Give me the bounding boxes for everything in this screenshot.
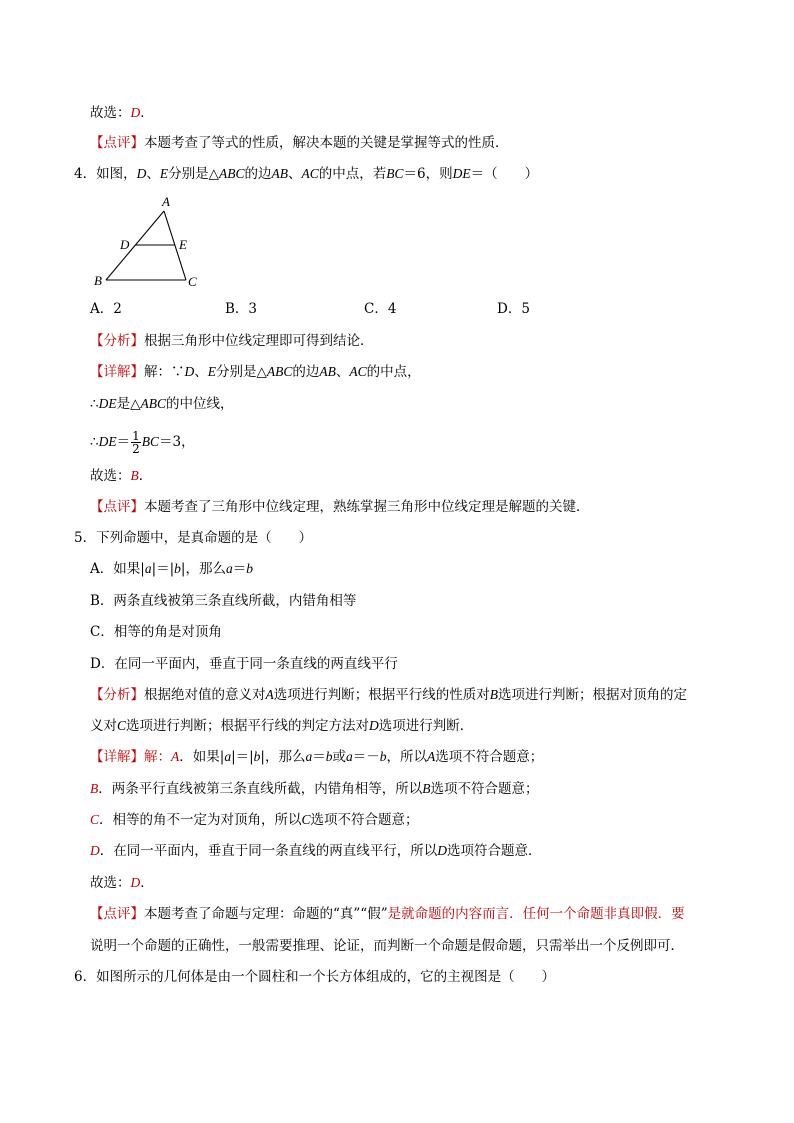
q5-option-b: B．两条直线被第三条直线所截，内错角相等 [90, 593, 357, 609]
q5-stem: 5．下列命题中，是真命题的是（ ） [74, 530, 313, 546]
q6-stem: 6．如图所示的几何体是由一个圆柱和一个长方体组成的，它的主视图是（ ） [74, 969, 556, 985]
q4-option-d: D．5 [497, 301, 530, 317]
fraction-one-half: $\frac{1}{2}$ [132, 429, 140, 456]
q4-step2: ∴DE是△ABC的中位线， [90, 396, 234, 412]
prev-answer-value: D [130, 105, 141, 120]
label-a: A [162, 194, 170, 209]
q4-option-b: B．3 [225, 301, 258, 317]
q4-stem: 4．如图，D、E分别是△ABC的边AB、AC的中点，若BC＝6，则DE＝（ ） [74, 166, 539, 182]
q5-option-a: A．如果|a|＝|b|，那么a＝b [90, 561, 253, 577]
q5-analysis-1: 【分析】根据绝对值的意义对A选项进行判断；根据平行线的性质对B选项进行判断；根据对顶角的定 [90, 687, 687, 703]
q4-option-c: C．4 [364, 301, 397, 317]
q5-answer-value: D [130, 875, 141, 890]
q5-option-d: D．在同一平面内，垂直于同一条直线的两直线平行 [90, 656, 398, 672]
detail-tag: 【详解】 [90, 364, 144, 380]
q5-answer: 故选：D． [90, 875, 154, 891]
q5-comment-2: 说明一个命题的正确性，一般需要推理、论证，而判断一个命题是假命题，只需举出一个反例即可． [90, 938, 684, 954]
q5-analysis-2: 义对C选项进行判断；根据平行线的判定方法对D选项进行判断． [90, 718, 474, 734]
q4-option-a: A．2 [90, 301, 122, 317]
analysis-tag: 【分析】 [90, 333, 144, 349]
label-c: C [188, 274, 197, 289]
q5-comment-1: 【点评】本题考查了命题与定理：命题的“真”“假”是就命题的内容而言．任何一个命题非真即假．要 [90, 906, 685, 922]
comment-tag: 【点评】 [90, 135, 144, 151]
label-e: E [179, 237, 187, 252]
q4-answer: 故选：B． [90, 468, 153, 484]
q4-detail: 【详解】解：∵D、E分别是△ABC的边AB、AC的中点， [90, 364, 421, 380]
q4-step3: ∴DE＝ $\frac{1}{2}$ BC＝3， [90, 429, 195, 456]
q5-detail-2: B．两条平行直线被第三条直线所截，内错角相等，所以B选项不符合题意； [90, 781, 539, 797]
question-number: 5． [74, 530, 97, 546]
triangle-figure [88, 193, 218, 293]
q5-option-c: C．相等的角是对顶角 [90, 624, 222, 640]
q4-analysis: 【分析】根据三角形中位线定理即可得到结论． [90, 333, 374, 349]
q5-detail-4: D．在同一平面内，垂直于同一条直线的两直线平行，所以D选项符合题意． [90, 843, 542, 859]
prev-answer-line: 故选：D． [90, 105, 154, 121]
label-b: B [94, 273, 102, 288]
prev-comment-line: 【点评】本题考查了等式的性质，解决本题的关键是掌握等式的性质． [90, 135, 509, 151]
q5-detail-1: 【详解】解：A．如果|a|＝|b|，那么a＝b或a＝－b，所以A选项不符合题意； [90, 749, 544, 765]
q4-comment: 【点评】本题考查了三角形中位线定理，熟练掌握三角形中位线定理是解题的关键． [90, 499, 590, 515]
label-d: D [120, 237, 130, 252]
q5-detail-3: C．相等的角不一定为对顶角，所以C选项不符合题意； [90, 812, 419, 828]
question-number: 6． [74, 969, 97, 985]
question-number: 4． [74, 166, 97, 182]
q4-answer-value: B [130, 468, 139, 483]
